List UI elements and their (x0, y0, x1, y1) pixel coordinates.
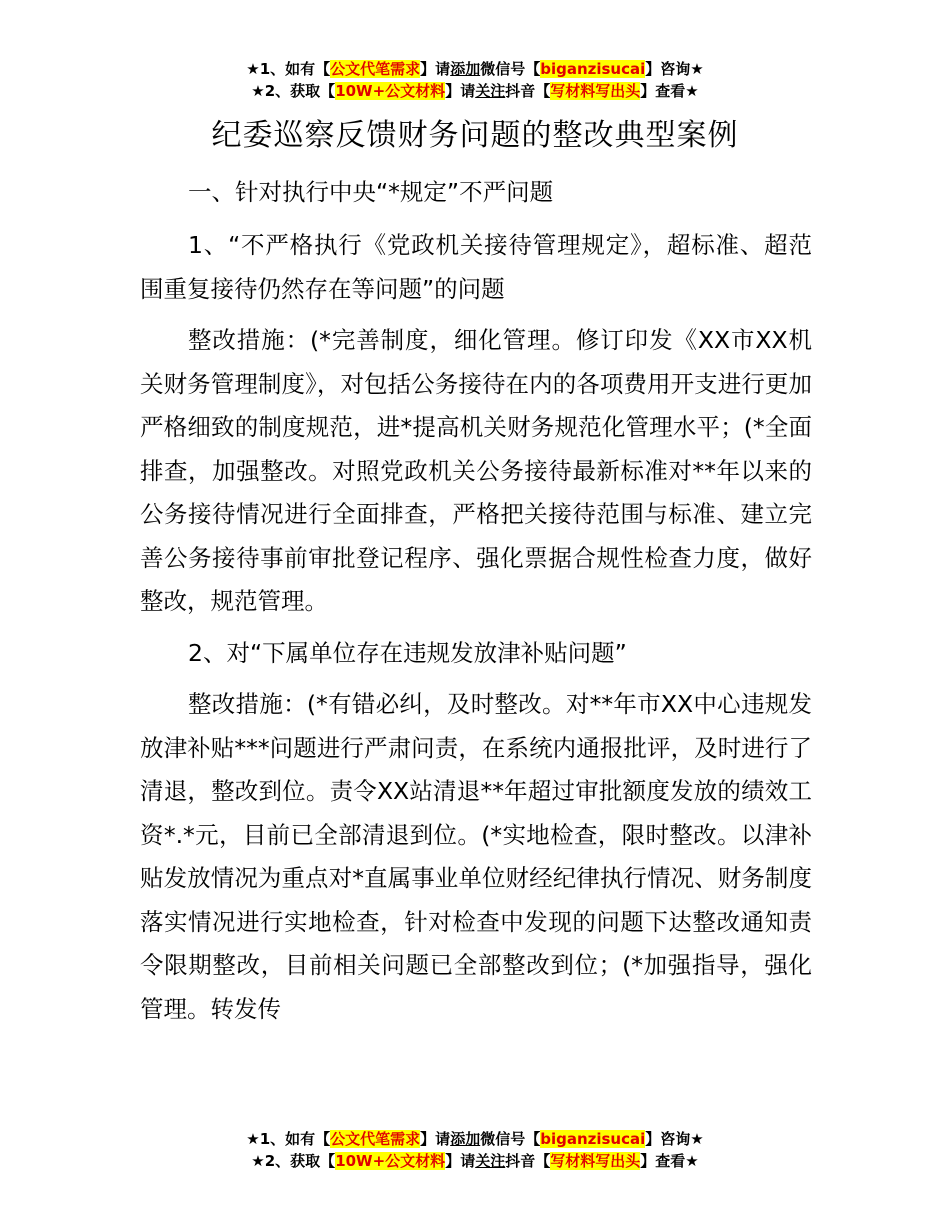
banner-highlight: 写材料写出头 (550, 1152, 641, 1170)
banner-highlight: 公文代笔需求 (330, 60, 421, 78)
banner-text: ★1、如有【 (246, 1130, 331, 1148)
section-heading: 一、针对执行中央“*规定”不严问题 (188, 178, 554, 206)
banner-text: 微信号【 (480, 1130, 541, 1148)
banner-text: ★2、获取【 (251, 1152, 336, 1170)
banner-highlight: 10W+公文材料 (335, 1152, 446, 1170)
banner-text: 】查看★ (640, 1152, 699, 1170)
top-banner (0, 58, 950, 102)
banner-highlight: 10W+公文材料 (335, 82, 446, 100)
banner-line-2 (0, 80, 950, 102)
document-body (140, 172, 812, 1031)
banner-highlight: 公文代笔需求 (330, 1130, 421, 1148)
document-title: 纪委巡察反馈财务问题的整改典型案例 (211, 118, 739, 153)
banner-text: 微信号【 (480, 60, 541, 78)
banner-highlight: biganzisucai (540, 60, 646, 78)
banner-text: 抖音【 (505, 1152, 551, 1170)
banner-text: ★2、获取【 (251, 82, 336, 100)
paragraph-measures-1: 整改措施：(*完善制度，细化管理。修订印发《XX市XX机关财务管理制度》，对包括公务接待在内的各项费用开支进行更加严格细致的制度规范，进*提高机关财务规范化管理水平；(*全面排查，加强整改。对照党政机关公务接待最新标准对**年以来的公务接待情况进行全面排查，严格把关接待范围与标准、建立完善公务接待事前审批登记程序、强化票据合规性检查力度，做好整改，规范管理。 (140, 326, 812, 615)
paragraph-item-2: 2、对“下属单位存在违规发放津补贴问题” (188, 638, 627, 667)
banner-text: 】咨询★ (645, 60, 704, 78)
paragraph-item-1: 1、“不严格执行《党政机关接待管理规定》，超标准、超范围重复接待仍然存在等问题”的问题 (140, 231, 812, 303)
banner-text: 抖音【 (505, 82, 551, 100)
banner-text: 】请 (420, 60, 451, 78)
banner-line-1 (0, 58, 950, 80)
banner-line-1 (0, 1128, 950, 1150)
banner-highlight: biganzisucai (540, 1130, 646, 1148)
banner-underlined-text: 关注 (475, 1152, 506, 1170)
bottom-banner (0, 1128, 950, 1172)
banner-text: ★1、如有【 (246, 60, 331, 78)
paragraph-measures-2: 整改措施：(*有错必纠，及时整改。对**年市XX中心违规发放津补贴***问题进行严肃问责，在系统内通报批评，及时进行了清退，整改到位。责令XX站清退**年超过审批额度发放的绩效工资*.*元，目前已全部清退到位。(*实地检查，限时整改。以津补贴发放情况为重点对*直属事业单位财经纪律执行情况、财务制度落实情况进行实地检查，针对检查中发现的问题下达整改通知责令限期整改，目前相关问题已全部整改到位；(*加强指导，强化管理。转发传 (140, 690, 812, 1023)
banner-text: 】请 (445, 82, 476, 100)
banner-text: 】查看★ (640, 82, 699, 100)
banner-text: 】请 (420, 1130, 451, 1148)
banner-underlined-text: 添加 (450, 60, 481, 78)
banner-text: 】请 (445, 1152, 476, 1170)
banner-underlined-text: 关注 (475, 82, 506, 100)
banner-line-2 (0, 1150, 950, 1172)
banner-underlined-text: 添加 (450, 1130, 481, 1148)
banner-text: 】咨询★ (645, 1130, 704, 1148)
banner-highlight: 写材料写出头 (550, 82, 641, 100)
